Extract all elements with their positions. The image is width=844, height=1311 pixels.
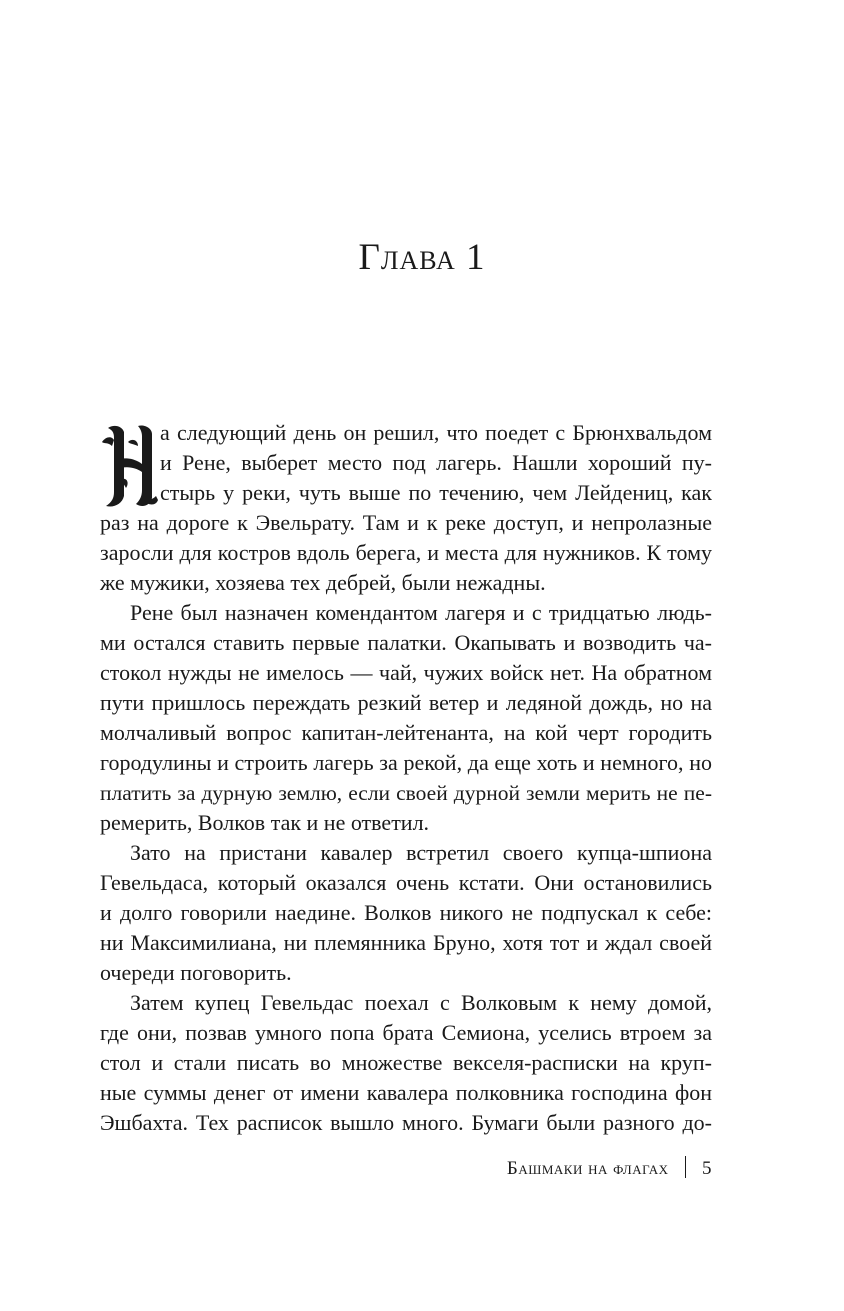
text-line: ные суммы денег от имени кавалера полковника господина фон	[100, 1080, 712, 1105]
text-line: Гевельдаса, который оказался очень кстати. Они остановились	[100, 870, 712, 895]
text-line: очереди поговорить.	[100, 960, 292, 985]
page-number: 5	[702, 1158, 712, 1179]
text-line: стырь у реки, чуть выше по течению, чем Лейдениц, как	[160, 480, 712, 505]
text-line: стокол нужды не имелось — чай, чужих войск нет. На обратном	[100, 660, 712, 685]
text-line: и Рене, выберет место под лагерь. Нашли хороший пу-	[160, 450, 712, 475]
footer-divider	[685, 1156, 687, 1178]
text-line: Затем купец Гевельдас поехал с Волковым к нему домой,	[130, 990, 712, 1015]
text-line: раз на дороге к Эвельрату. Там и к реке доступ, и непролазные	[100, 510, 712, 535]
text-line: платить за дурную землю, если своей дурной земли мерить не пе-	[100, 781, 712, 805]
text-line: городулины и строить лагерь за рекой, да еще хоть и немного, но	[100, 750, 712, 775]
text-line: же мужики, хозяева тех дебрей, были нежадны.	[100, 570, 546, 595]
text-line: и долго говорили наедине. Волков никого не подпускал к себе:	[100, 900, 712, 925]
body-text	[100, 418, 712, 1138]
text-line: пути пришлось переждать резкий ветер и ледяной дождь, но на	[100, 690, 712, 715]
text-line: Эшбахта. Тех расписок вышло много. Бумаги были разного до-	[100, 1110, 712, 1135]
text-line: ми остался ставить первые палатки. Окапывать и возводить ча-	[100, 630, 712, 655]
text-line: Рене был назначен комендантом лагеря и с тридцатью людь-	[130, 600, 712, 625]
text-line: а следующий день он решил, что поедет с Брюнхвальдом	[160, 420, 712, 445]
chapter-title: Глава 1	[358, 237, 486, 278]
running-footer	[507, 1156, 712, 1182]
text-line: ремерить, Волков так и не ответил.	[100, 810, 430, 835]
text-line: Зато на пристани кавалер встретил своего купца-шпиона	[130, 840, 712, 865]
drop-cap-letter	[100, 422, 158, 510]
footer-book-title: Башмаки на флагах	[506, 1158, 669, 1179]
text-line: где они, позвав умного попа брата Семиона, уселись втроем за	[100, 1020, 712, 1045]
text-line: заросли для костров вдоль берега, и места для нужников. К тому	[100, 540, 712, 565]
text-line: ни Максимилиана, ни племянника Бруно, хотя тот и ждал своей	[100, 930, 712, 955]
text-line: молчаливый вопрос капитан-лейтенанта, на кой черт городить	[100, 720, 712, 745]
text-line: стол и стали писать во множестве векселя-расписки на круп-	[100, 1050, 712, 1075]
